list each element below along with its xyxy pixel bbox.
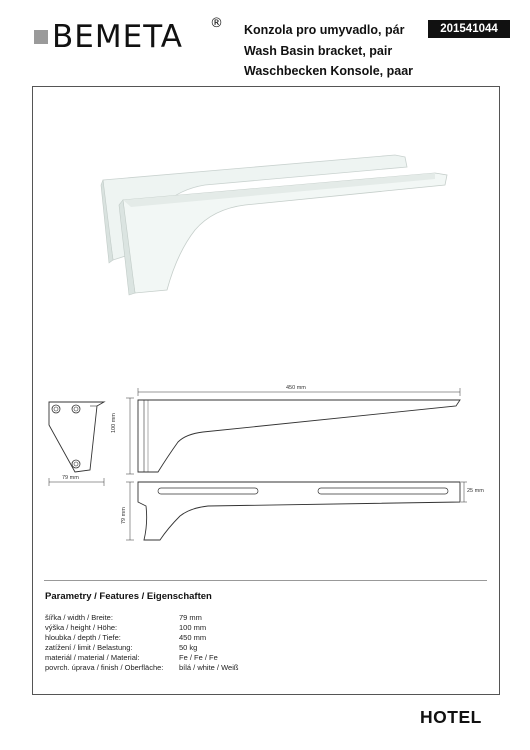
dim-width-top: 79 mm [121, 507, 127, 524]
param-value: 79 mm [179, 613, 202, 622]
product-rendering [95, 145, 460, 300]
param-value: bílá / white / Weiß [179, 663, 239, 672]
product-title-cz: Konzola pro umyvadlo, pár [244, 23, 405, 37]
mount-hole-bottom [72, 460, 80, 468]
param-label: povrch. úprava / finish / Oberfläche: [45, 663, 164, 672]
dim-height: 100 mm [111, 413, 117, 433]
param-label: šířka / width / Breite: [45, 613, 113, 622]
dim-width-front: 79 mm [62, 475, 79, 481]
category-label: HOTEL [420, 707, 482, 727]
mount-hole-top-right [72, 405, 80, 413]
param-value: 450 mm [179, 633, 207, 642]
parameters-heading: Parametry / Features / Eigenschaften [45, 591, 212, 602]
param-value: Fe / Fe / Fe [179, 653, 218, 662]
section-divider [44, 580, 487, 581]
dim-length: 450 mm [286, 385, 306, 391]
brand-logo [22, 14, 237, 56]
logo-square-mark [34, 30, 48, 44]
param-label: hloubka / depth / Tiefe: [45, 633, 121, 642]
product-title-de: Waschbecken Konsole, paar [244, 64, 414, 78]
mount-hole-top-left [52, 405, 60, 413]
param-label: výška / height / Höhe: [45, 623, 118, 632]
param-label: materiál / material / Material: [45, 653, 140, 662]
brand-name: BEMETA [52, 19, 183, 55]
param-value: 100 mm [179, 623, 207, 632]
dim-thickness: 25 mm [467, 488, 484, 494]
slot-left [158, 488, 258, 494]
top-view-drawing [118, 478, 473, 548]
side-view-drawing [118, 384, 468, 484]
product-code-badge: 201541044 [428, 20, 510, 38]
product-titles [244, 20, 413, 82]
product-title-en: Wash Basin bracket, pair [244, 43, 393, 58]
param-value: 50 kg [179, 643, 198, 652]
slot-right [318, 488, 448, 494]
param-label: zatížení / limit / Belastung: [45, 643, 133, 652]
registered-mark: ® [210, 16, 223, 31]
